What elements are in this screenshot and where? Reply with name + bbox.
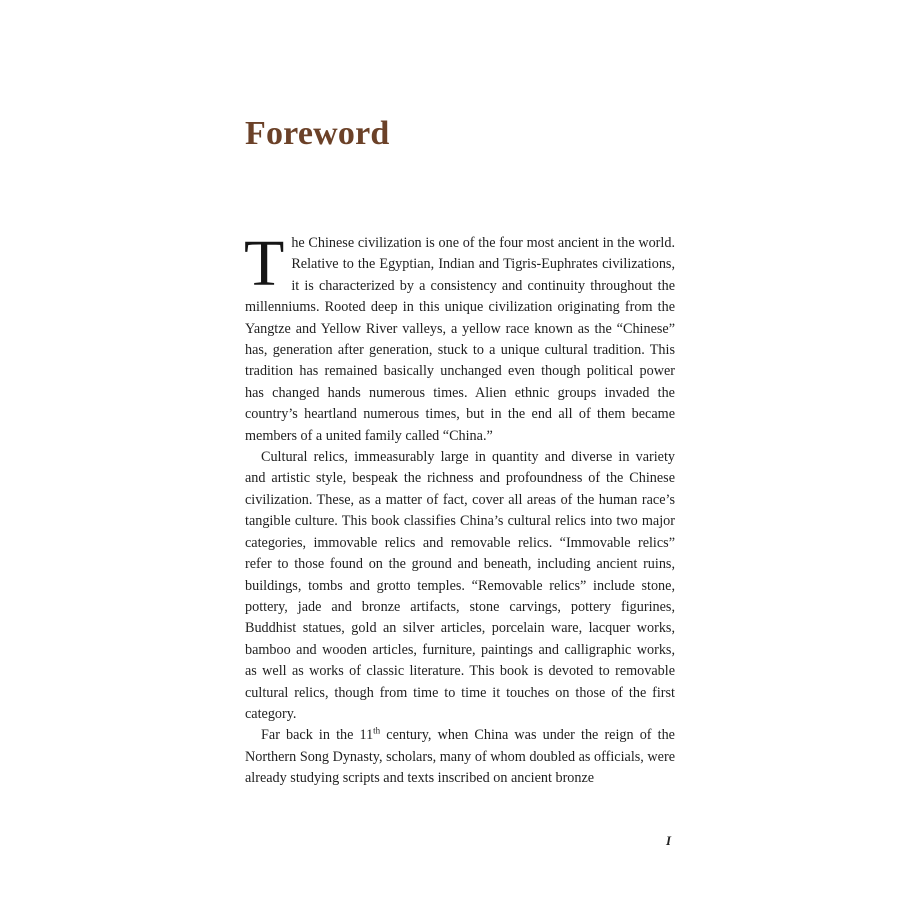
page-number: I xyxy=(666,833,672,848)
paragraph-3-text-before: Far back in the 11 xyxy=(261,727,374,744)
paragraph-1-text: he Chinese civilization is one of the four most ancient in the world. Relative to the Egyptian, Indian and Tigris-Euphrates civilizations, it is characterized by a consistency and continuity throughout the millenniums. Rooted deep in this unique civilization originating from the Yangtze and Yellow River valleys, a yellow race known as the “Chinese” has, generation after generation, stuck to a unique cultural tradition. This tradition has remained basically unchanged even though political power has changed hands numerous times. Alien ethnic groups invaded the country’s heartland numerous times, but in the end all of them became members of a united family called “China.” xyxy=(245,235,675,444)
drop-cap: T xyxy=(244,227,285,300)
page-title: Foreword xyxy=(245,115,390,152)
paragraph-2: Cultural relics, immeasurably large in quantity and diverse in variety and artistic style, bespeak the richness and profoundness of the Chinese civilization. These, as a matter of fact, cover all areas of the human race’s tangible culture. This book classifies China’s cultural relics into two major categories, immovable relics and removable relics. “Immovable relics” refer to those found on the ground and beneath, including ancient ruins, buildings, tombs and grotto temples. “Removable relics” include stone, pottery, jade and bronze artifacts, stone carvings, pottery figurines, Buddhist statues, gold an silver articles, porcelain ware, lacquer works, bamboo and wooden articles, furniture, paintings and calligraphic works, as well as works of classic literature. This book is devoted to removable cultural relics, though from time to time it touches on those of the first category. xyxy=(245,449,675,722)
paragraph-3 xyxy=(245,725,675,789)
body-text xyxy=(244,227,675,790)
paragraph-3-text-after: century, when China was under the reign of the Northern Song Dynasty, scholars, many of whom doubled as officials, were already studying scripts and texts inscribed on ancient bronze xyxy=(245,727,675,787)
paragraph-1 xyxy=(244,227,675,447)
ordinal-superscript: th xyxy=(373,725,381,736)
